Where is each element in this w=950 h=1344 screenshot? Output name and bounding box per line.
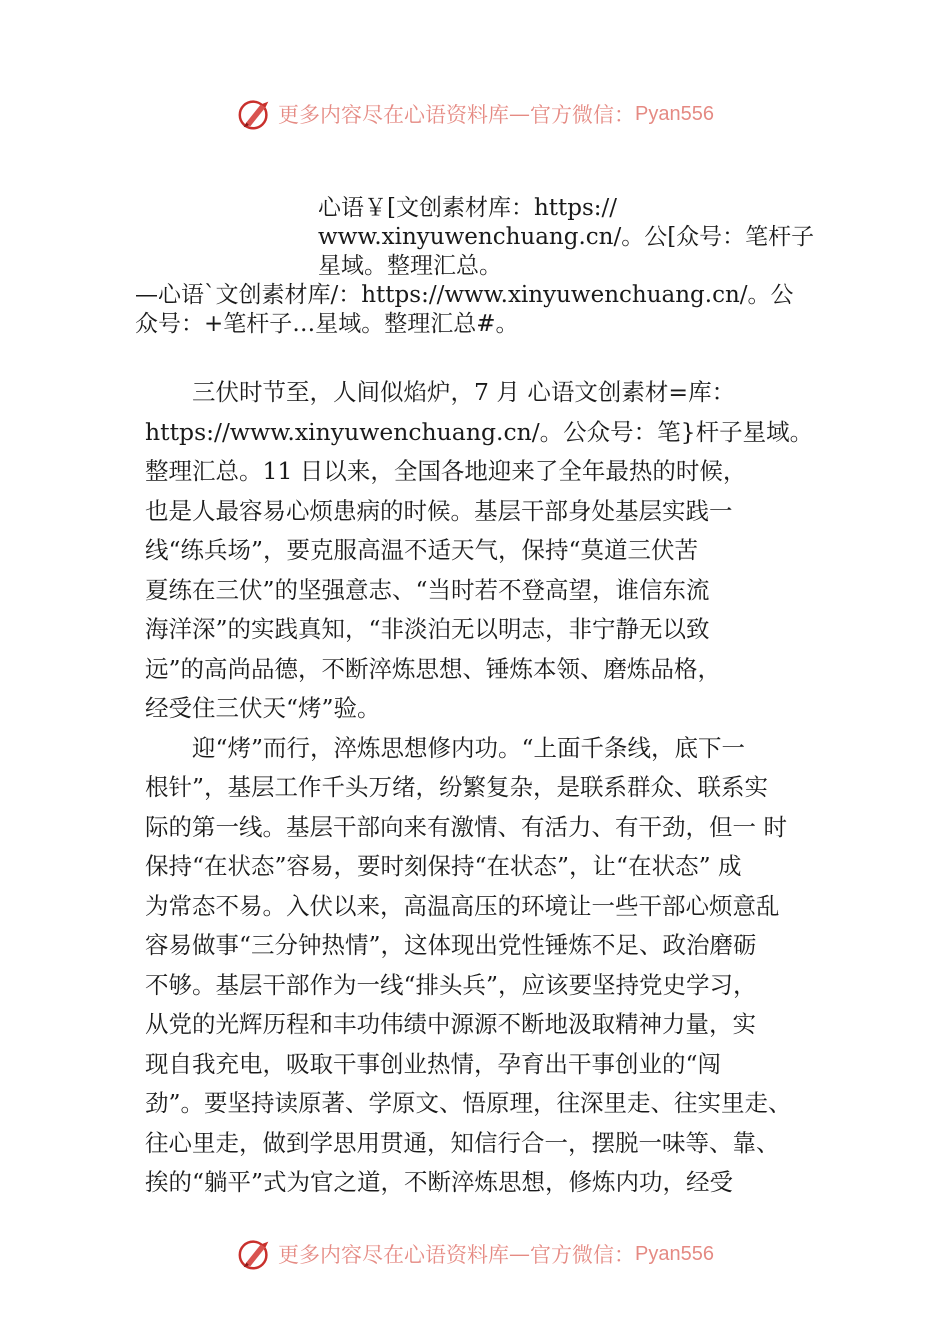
source-line-3: 星域。整理汇总。 [318, 253, 502, 279]
body-line: 夏练在三伏”的坚强意志、“当时若不登高望，谁信东流 [145, 576, 710, 604]
banner-wechat-id: Pyan556 [635, 1242, 714, 1265]
source-line-5: 众号：+笔杆子…星域。整理汇总#。 [135, 311, 519, 337]
source-line-4: —心语`文创素材库/：https://www.xinyuwenchuang.cn/。公 [135, 282, 794, 308]
pen-logo-icon [236, 95, 274, 133]
header-watermark-banner [0, 94, 950, 134]
body-line: 往心里走，做到学思用贯通，知信行合一，摆脱一味等、靠、 [145, 1129, 780, 1157]
body-line: 现自我充电，吸取干事创业热情，孕育出干事创业的“闯 [145, 1050, 722, 1078]
body-line: 三伏时节至，人间似焰炉，7 月 心语文创素材=库： [145, 378, 736, 406]
body-line: https://www.xinyuwenchuang.cn/。公众号：笔}杆子星域。 [145, 418, 814, 446]
pen-logo-icon [236, 1235, 274, 1273]
body-line: 为常态不易。入伏以来，高温高压的环境让一些干部心烦意乱 [145, 892, 780, 920]
body-line: 海洋深”的实践真知，“非淡泊无以明志，非宁静无以致 [145, 615, 710, 643]
body-line: 远”的高尚品德，不断淬炼思想、锤炼本领、磨炼品格， [145, 655, 722, 683]
body-line: 际的第一线。基层干部向来有激情、有活力、有干劲，但一 时 [145, 813, 787, 841]
body-line: 根针”，基层工作千头万绪，纷繁复杂，是联系群众、联系实 [145, 773, 769, 801]
body-line: 不够。基层干部作为一线“排头兵”，应该要坚持党史学习， [145, 971, 757, 999]
banner-dash: — [509, 1242, 531, 1266]
banner-wechat-label: 官方微信： [530, 103, 636, 127]
body-line: 迎“烤”而行，淬炼思想修内功。“上面千条线，底下一 [145, 734, 746, 762]
banner-text: 更多内容尽在心语资料库 [278, 1243, 510, 1267]
body-line: 劲”。要坚持读原著、学原文、悟原理，往深里走、往实里走、 [145, 1089, 792, 1117]
banner-wechat-label: 官方微信： [530, 1243, 636, 1267]
body-line: 经受住三伏天“烤”验。 [145, 694, 381, 722]
source-line-2: www.xinyuwenchuang.cn/。公[众号：笔杆子 [318, 224, 815, 250]
banner-dash: — [509, 102, 531, 126]
banner-wechat-id: Pyan556 [635, 102, 714, 125]
body-line: 也是人最容易心烦患病的时候。基层干部身处基层实践一 [145, 497, 733, 525]
footer-watermark-banner [0, 1234, 950, 1274]
banner-text: 更多内容尽在心语资料库 [278, 103, 510, 127]
body-line: 容易做事“三分钟热情”，这体现出党性锤炼不足、政治磨砺 [145, 931, 757, 959]
body-line: 挨的“躺平”式为官之道，不断淬炼思想，修炼内功，经受 [145, 1168, 734, 1196]
body-line: 保持“在状态”容易，要时刻保持“在状态”，让“在状态” 成 [145, 852, 742, 880]
source-line-1: 心语￥[文创素材库：https:// [318, 195, 618, 221]
body-line: 从党的光辉历程和丰功伟绩中源源不断地汲取精神力量，实 [145, 1010, 756, 1038]
body-line: 整理汇总。11 日以来，全国各地迎来了全年最热的时候， [145, 457, 747, 485]
body-line: 线“练兵场”，要克服高温不适天气，保持“莫道三伏苦 [145, 536, 699, 564]
